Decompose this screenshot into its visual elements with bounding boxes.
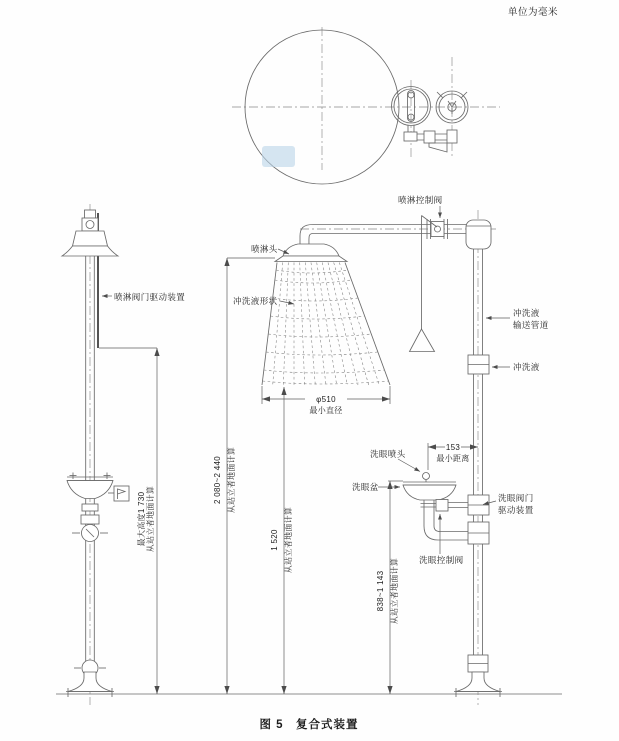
- left-shower-head: [62, 210, 118, 256]
- dim-min-distance: [428, 443, 478, 470]
- label-shower-valve-actuator: 喷淋阀门驱动装置: [114, 292, 186, 302]
- label-eyewash-bowl: 洗眼盆: [352, 482, 379, 492]
- top-elbow: [466, 220, 491, 249]
- push-flag: [114, 486, 129, 501]
- dim-spray-diameter-value: φ510: [316, 395, 336, 404]
- eyewash-valve-body: [436, 500, 448, 512]
- dim-eyewash-height: [376, 481, 403, 694]
- dim-eyewash-height-value: 838~1 143: [376, 570, 385, 612]
- dim-shower-height-value: 2 080~2 440: [213, 455, 222, 505]
- eyewash-plan: [392, 80, 431, 160]
- dim-eyewash-height-note: 从站立者地面计算: [390, 557, 399, 625]
- dim-spray-diameter: [262, 386, 390, 415]
- shower-control-valve: [422, 216, 448, 240]
- label-eyewash-nozzle: 洗眼喷头: [370, 449, 406, 459]
- dim-actuator-max-height: [99, 348, 160, 694]
- dim-min-distance-value: 153: [445, 443, 461, 452]
- dim-spray-level-value: 1 520: [270, 529, 279, 551]
- eyewash-bowl: [403, 485, 456, 500]
- dim-shower-height: [213, 258, 275, 694]
- mount-bracket-plan: [429, 143, 447, 152]
- label-shower-head: 喷淋头: [251, 244, 278, 254]
- plan-view: [232, 27, 500, 184]
- watermark: [262, 146, 295, 167]
- figure-caption: 图 5 复合式装置: [259, 719, 359, 731]
- dim-spray-level-height: [270, 387, 293, 694]
- label-spray-pattern: 冲洗液形状: [233, 296, 278, 306]
- right-eyewash-assembly: [352, 443, 534, 694]
- dim-spray-diameter-note: 最小直径: [309, 406, 343, 415]
- dim-actuator-max-height-value: 最大高度1 730: [137, 491, 146, 547]
- label-eyewash-control-valve: 洗眼控制阀: [419, 555, 464, 565]
- label-shower-control-valve: 喷淋控制阀: [398, 195, 443, 205]
- dim-spray-level-note: 从站立者地面计算: [284, 506, 293, 574]
- dim-min-distance-note: 最小距离: [436, 454, 470, 463]
- shower-head: [283, 244, 339, 256]
- dim-shower-height-note: 从站立者地面计算: [227, 446, 236, 514]
- left-eyewash-bowl: [67, 473, 129, 525]
- plan-piping: [404, 125, 457, 152]
- label-supply-pipe-2: 输送管道: [513, 320, 549, 330]
- right-base: [454, 655, 502, 697]
- units-note: 单位为毫米: [507, 7, 559, 18]
- label-flushing-fluid: 冲洗液: [513, 362, 540, 372]
- left-shower-unit: [62, 204, 185, 705]
- label-eyewash-valve-actuator-2: 驱动装置: [498, 505, 534, 515]
- label-supply-pipe-1: 冲洗液: [513, 308, 540, 318]
- dim-actuator-max-height-note: 从站立者地面计算: [146, 485, 155, 553]
- spray-cone: [262, 263, 390, 386]
- right-pipe-unit: [352, 195, 549, 705]
- left-valve: [72, 525, 108, 542]
- eyewash-nozzle: [423, 473, 430, 480]
- left-base: [66, 660, 114, 697]
- label-eyewash-valve-actuator-1: 洗眼阀门: [498, 493, 534, 503]
